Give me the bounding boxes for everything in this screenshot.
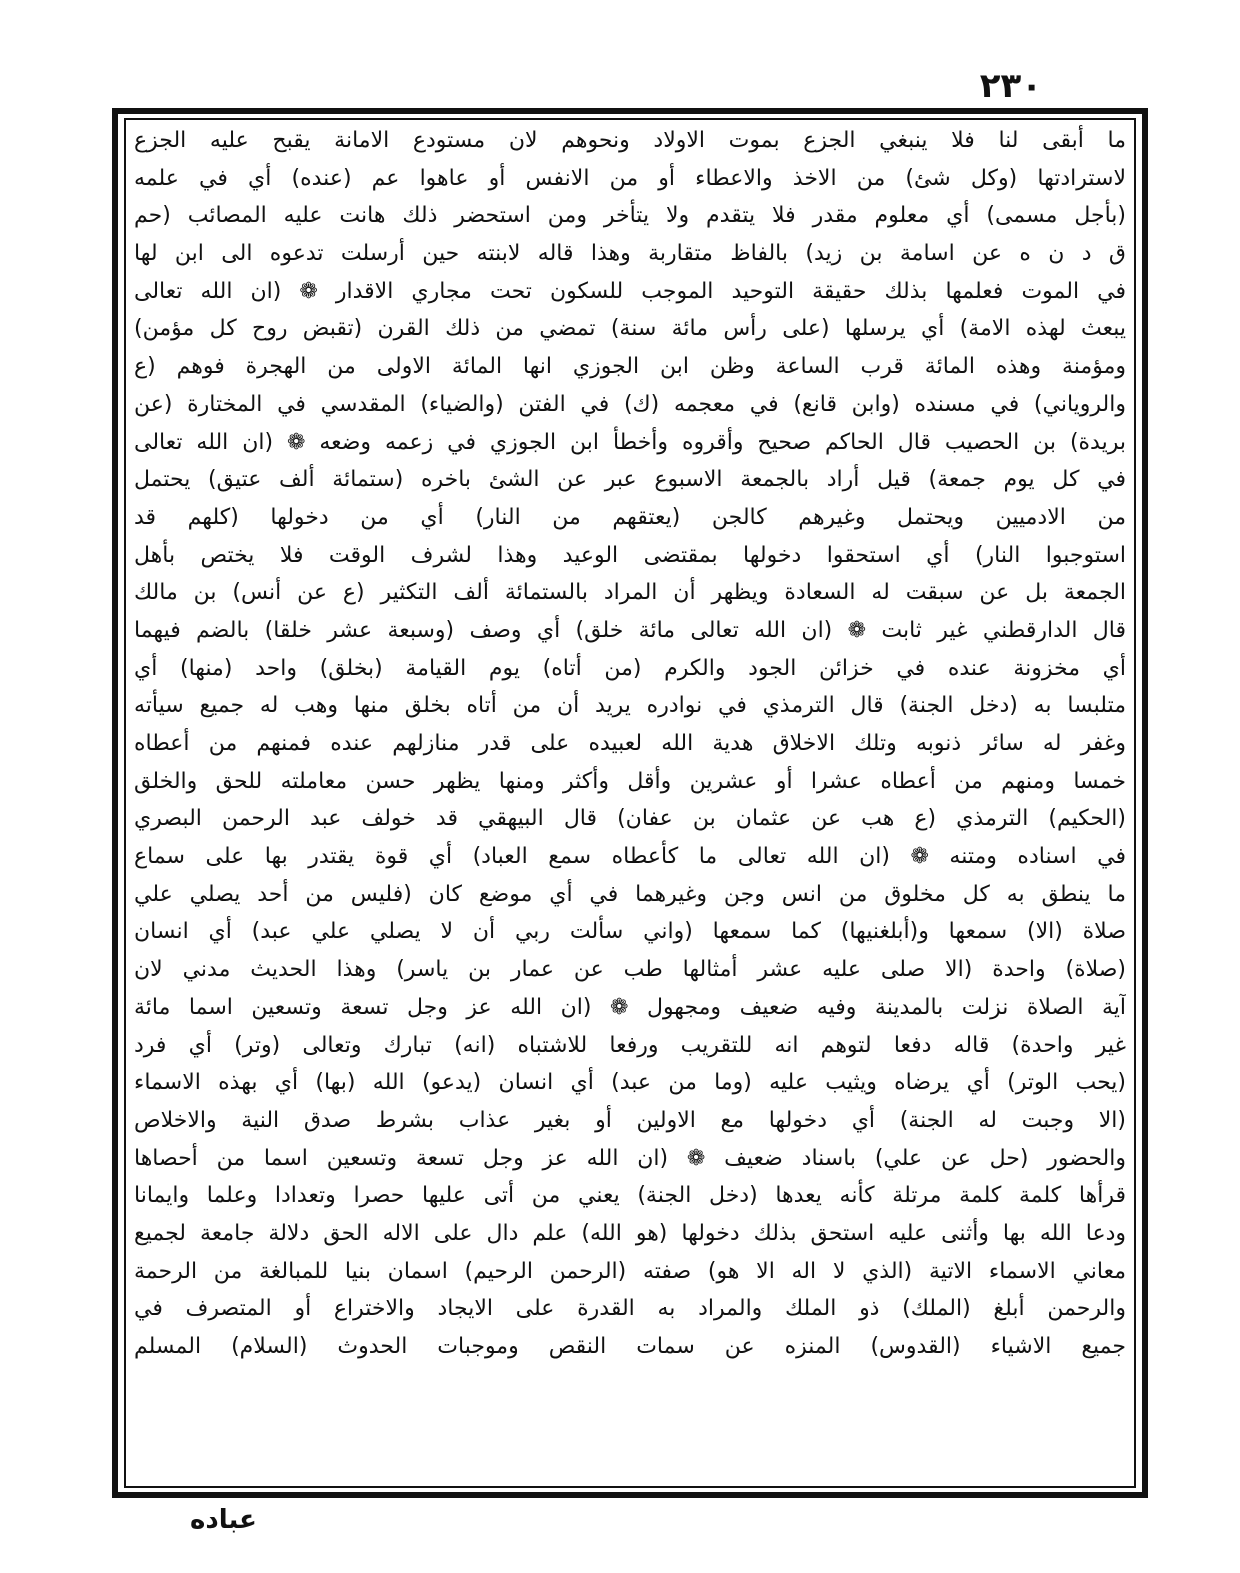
text-line: وغفر له سائر ذنوبه وتلك الاخلاق هدية الله لعبيده على قدر منازلهم عنده فمنهم من أعطاه: [134, 731, 1126, 756]
text-line: (صلاة) واحدة (الا صلى عليه عشر أمثالها طب عن عمار بن ياسر) وهذا الحديث مدني لان: [134, 957, 1126, 983]
text-line: الجمعة بل عن سبقت له السعادة ويظهر أن المراد بالستمائة ألف التكثير (ع عن أنس) بن مالك: [134, 580, 1126, 606]
text-line: ما أبقى لنا فلا ينبغي الجزع بموت الاولاد ونحوهم لان مستودع الامانة يقبح عليه الجزع: [134, 128, 1126, 153]
text-line: (يحب الوتر) أي يرضاه ويثيب عليه (وما من عبد) أي انسان (يدعو) الله (بها) أي بهذه الاسماء: [134, 1070, 1126, 1096]
text-line: متلبسا به (دخل الجنة) قال الترمذي في نوادره يريد أن من أتاه بخلق منها وهب له جميع سيأته: [134, 693, 1126, 719]
text-line: ومؤمنة وهذه المائة قرب الساعة وظن ابن الجوزي انها المائة الاولى من الهجرة فوهم (ع: [134, 354, 1126, 380]
text-line: معاني الاسماء الاتية (الذي لا اله الا هو) صفته (الرحمن الرحيم) اسمان بنيا للمبالغة من الرحمة: [134, 1258, 1126, 1284]
text-line: والرحمن أبلغ (الملك) ذو الملك والمراد به القدرة على الايجاد والاختراع أو المتصرف في: [134, 1296, 1126, 1322]
text-line: صلاة (الا) سمعها و(أبلغنيها) كما سمعها (واني سألت ربي أن لا يصلي علي عبد) أي انسان: [134, 919, 1126, 945]
page-number: ٢٣٠: [979, 66, 1042, 106]
text-line: بريدة) بن الحصيب قال الحاكم صحيح وأقروه وأخطأ ابن الجوزي في زعمه وضعه ❁ (ان الله تعالى: [134, 429, 1126, 455]
text-line: خمسا ومنهم من أعطاه عشرا أو عشرين وأقل وأكثر ومنها يظهر حسن معاملته للحق والخلق: [134, 768, 1126, 794]
text-line: (الحكيم) الترمذي (ع هب عن عثمان بن عفان) قال البيهقي قد خولف عبد الرحمن البصري: [134, 806, 1126, 832]
text-line: (الا وجبت له الجنة) أي دخولها مع الاولين أو بغير عذاب بشرط صدق النية والاخلاص: [134, 1107, 1126, 1133]
text-line: يبعث لهذه الامة) أي يرسلها (على رأس مائة سنة) تمضي من ذلك القرن (تقبض روح كل مؤمن): [134, 316, 1126, 342]
text-line: (بأجل مسمى) أي معلوم مقدر فلا يتقدم ولا يتأخر ومن استحضر ذلك هانت عليه المصائب (حم: [134, 203, 1126, 229]
text-line: في اسناده ومتنه ❁ (ان الله تعالى ما كأعطاه سمع العباد) أي قوة يقتدر بها على سماع: [134, 844, 1126, 870]
text-line: غير واحدة) قاله دفعا لتوهم انه للتقريب ورفعا للاشتباه (انه) تبارك وتعالى (وتر) أي فرد: [134, 1032, 1126, 1058]
text-line: جميع الاشياء (القدوس) المنزه عن سمات النقص وموجبات الحدوث (السلام) المسلم: [134, 1334, 1126, 1359]
text-line: ق د ن ه عن اسامة بن زيد) بالفاظ متقاربة وهذا قاله لابنته حين أرسلت تدعوه الى ابن لها: [134, 241, 1126, 267]
text-line: استوجبوا النار) أي استحقوا دخولها بمقتضى الوعيد وهذا لشرف الوقت فلا يختص بأهل: [134, 542, 1126, 568]
text-line: آية الصلاة نزلت بالمدينة وفيه ضعيف ومجهول ❁ (ان الله عز وجل تسعة وتسعين اسما مائة: [134, 994, 1126, 1020]
body-text: [134, 122, 1126, 1482]
text-line: قال الدارقطني غير ثابت ❁ (ان الله تعالى مائة خلق) أي وصف (وسبعة عشر خلقا) بالضم فيهما: [134, 617, 1126, 643]
text-line: لاسترادتها (وكل شئ) من الاخذ والاعطاء أو من الانفس أو عاهوا عم (عنده) أي في علمه: [134, 165, 1126, 191]
text-line: والروياني) في مسنده (وابن قانع) في معجمه (ك) في الفتن (والضياء) المقدسي في المختارة (عن: [134, 391, 1126, 417]
text-line: في الموت فعلمها بذلك حقيقة التوحيد الموجب للسكون تحت مجاري الاقدار ❁ (ان الله تعالى: [134, 278, 1126, 304]
catchword: عباده: [190, 1505, 257, 1535]
text-line: في كل يوم جمعة) قيل أراد بالجمعة الاسبوع عبر عن الشئ باخره (ستمائة ألف عتيق) يحتمل: [134, 467, 1126, 493]
text-line: أي مخزونة عنده في خزائن الجود والكرم (من أتاه) يوم القيامة (بخلق) واحد (منها) أي: [134, 655, 1126, 681]
text-line: ودعا الله بها وأثنى عليه استحق بذلك دخولها (هو الله) علم دال على الاله الحق دلالة جامعة لجميع: [134, 1220, 1126, 1246]
text-line: ما ينطق به كل مخلوق من انس وجن وغيرهما في أي موضع كان (فليس من أحد يصلي علي: [134, 881, 1126, 907]
text-line: قرأها كلمة كلمة مرتلة كأنه يعدها (دخل الجنة) يعني من أتى عليها حصرا وتعدادا وعلما وايمانا: [134, 1183, 1126, 1209]
text-line: من الادميين ويحتمل وغيرهم كالجن (يعتقهم من النار) أي من دخولها (كلهم قد: [134, 504, 1126, 530]
text-line: والحضور (حل عن علي) باسناد ضعيف ❁ (ان الله عز وجل تسعة وتسعين اسما من أحصاها: [134, 1145, 1126, 1171]
